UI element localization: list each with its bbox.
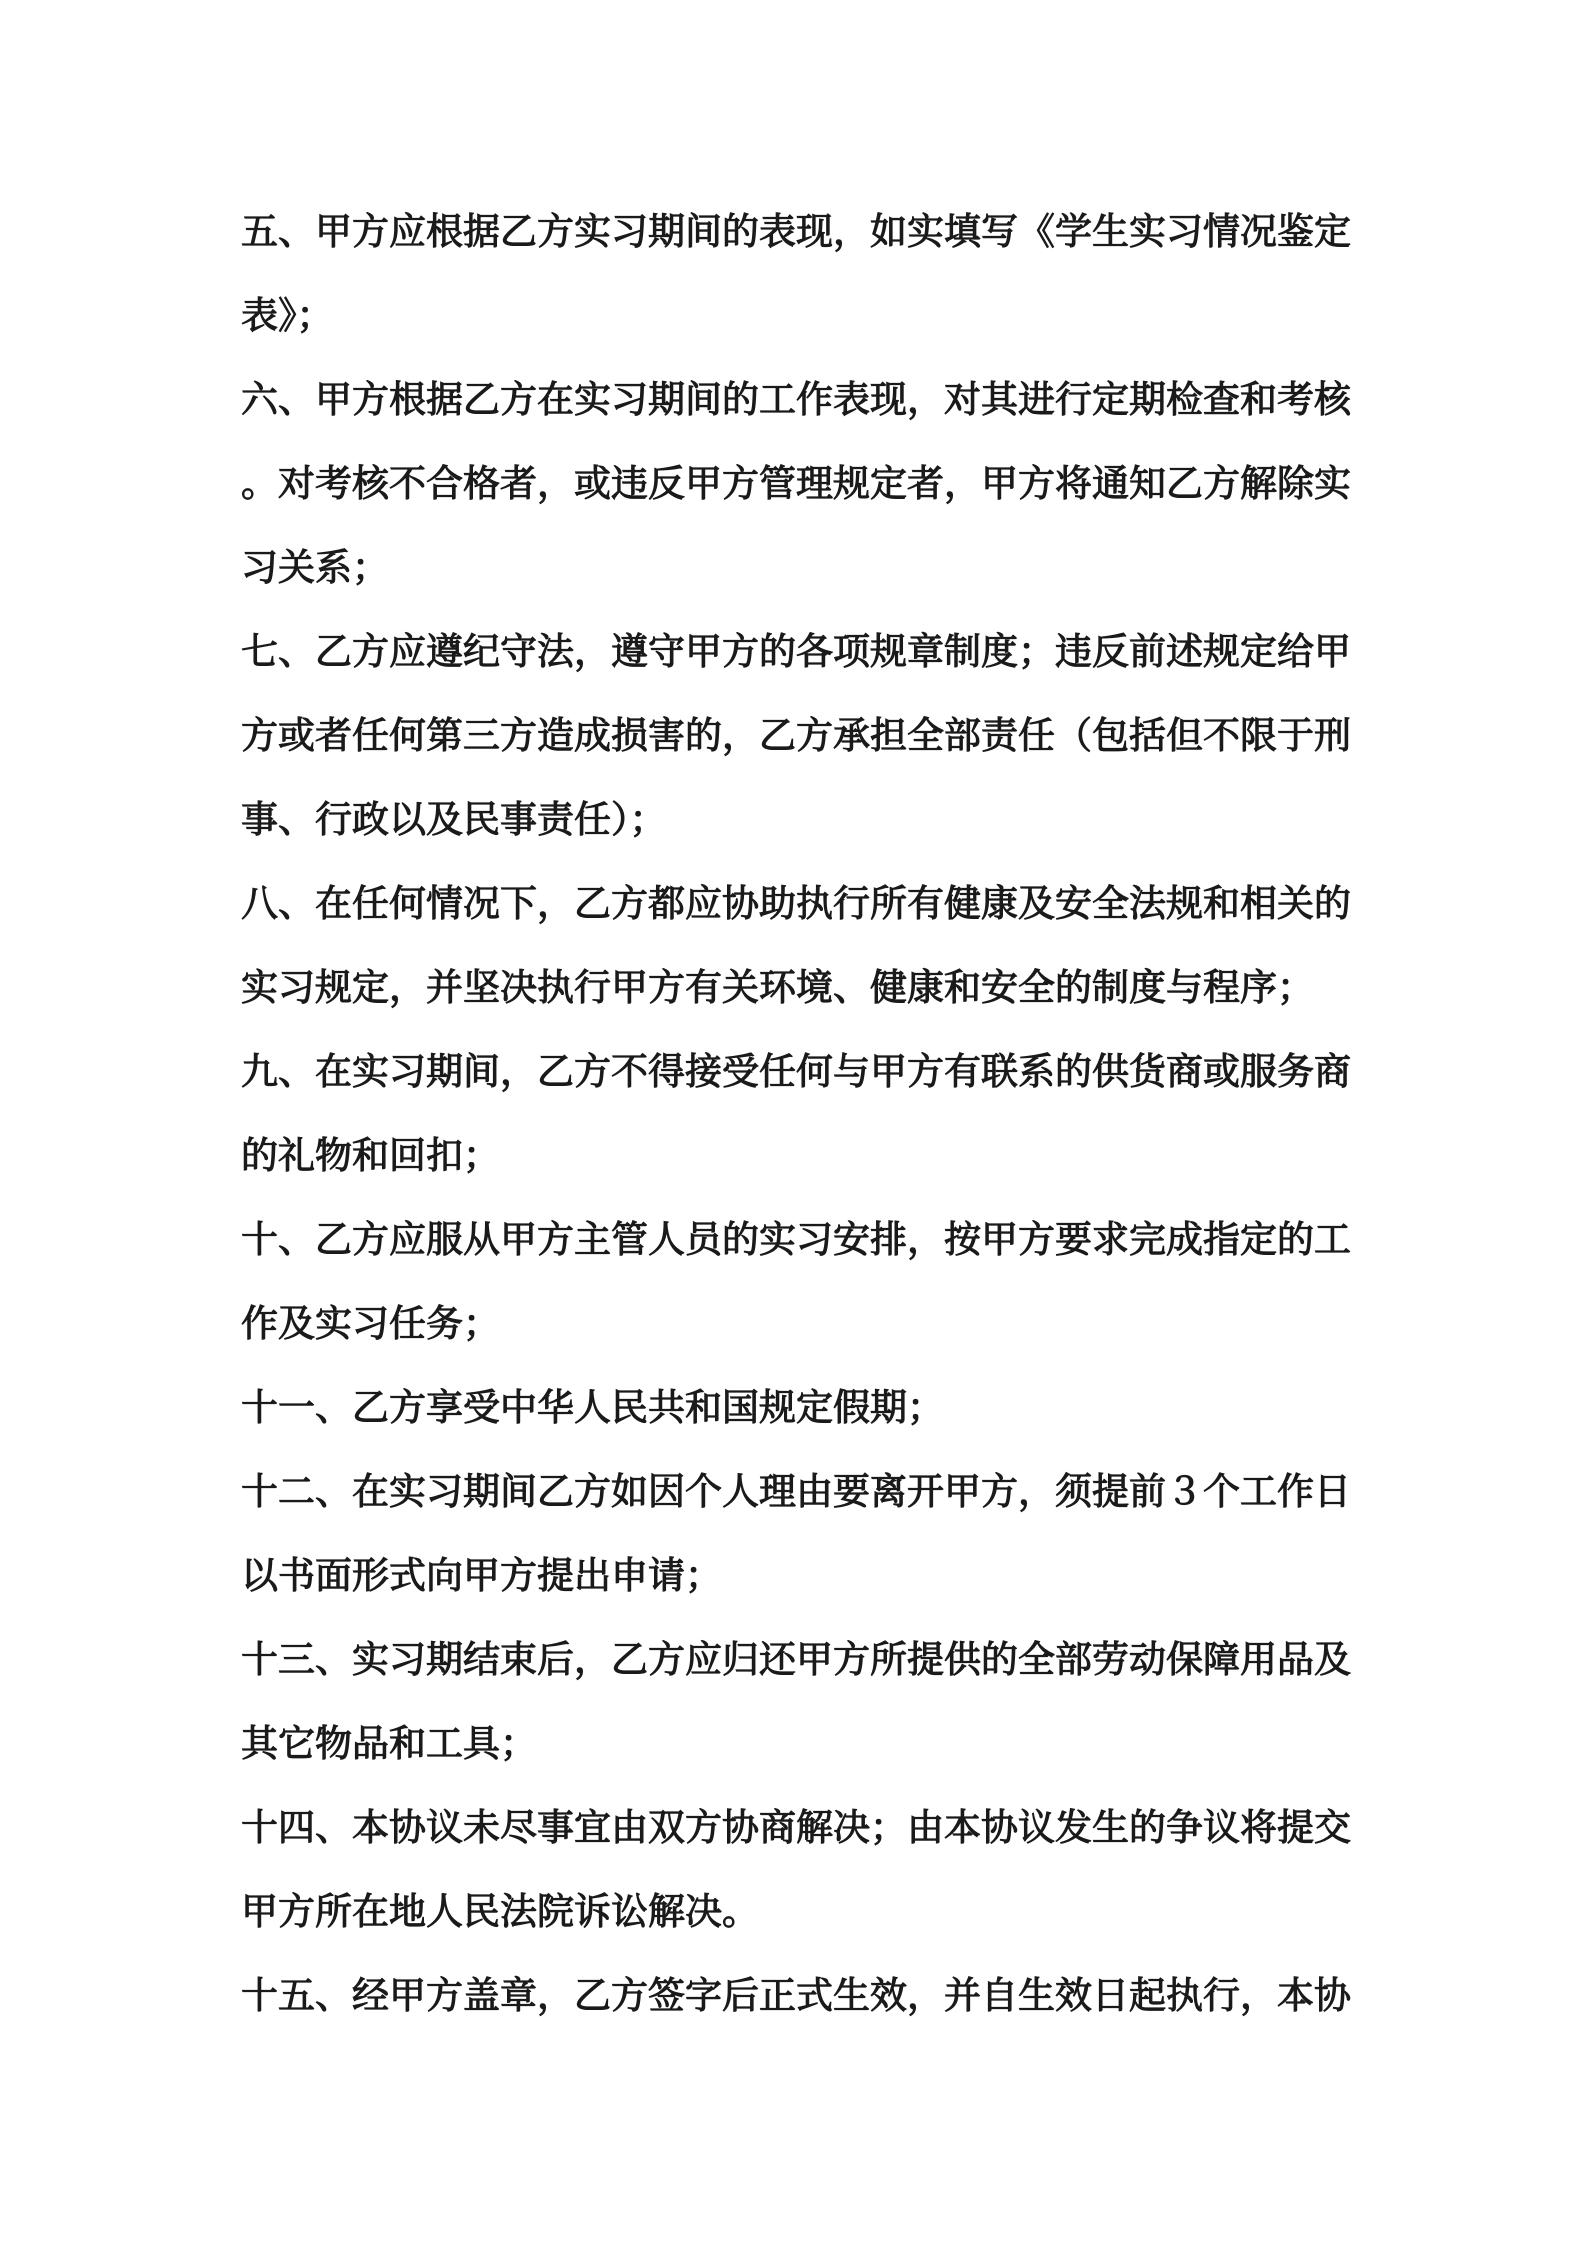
text-line: 习关系； [241,546,389,589]
text-line: 六、甲方根据乙方在实习期间的工作表现，对其进行定期检查和考核 [241,378,1351,421]
text-line: 作及实习任务； [241,1302,500,1345]
text-line: 九、在实习期间，乙方不得接受任何与甲方有联系的供货商或服务商 [241,1050,1351,1093]
text-line: 十二、在实习期间乙方如因个人理由要离开甲方，须提前３个工作日 [241,1470,1351,1513]
text-line: 。对考核不合格者，或违反甲方管理规定者，甲方将通知乙方解除实 [241,462,1351,505]
text-line: 八、在任何情况下，乙方都应协助执行所有健康及安全法规和相关的 [241,882,1351,925]
text-line: 五、甲方应根据乙方实习期间的表现，如实填写《学生实习情况鉴定 [241,210,1351,253]
text-line: 的礼物和回扣； [241,1134,500,1177]
text-line: 以书面形式向甲方提出申请； [241,1554,722,1597]
document-body [241,200,1361,2048]
text-line: 方或者任何第三方造成损害的，乙方承担全部责任（包括但不限于刑 [241,714,1351,757]
text-line: 事、行政以及民事责任）； [241,798,667,841]
text-line: 十一、乙方享受中华人民共和国规定假期； [241,1386,944,1429]
text-line: 十三、实习期结束后，乙方应归还甲方所提供的全部劳动保障用品及 [241,1638,1351,1681]
text-line: 其它物品和工具； [241,1722,537,1765]
text-line: 十五、经甲方盖章，乙方签字后正式生效，并自生效日起执行，本协 [241,1974,1351,2017]
text-line: 七、乙方应遵纪守法，遵守甲方的各项规章制度；违反前述规定给甲 [241,630,1351,673]
text-line: 甲方所在地人民法院诉讼解决。 [241,1890,759,1933]
text-line: 实习规定，并坚决执行甲方有关环境、健康和安全的制度与程序； [241,966,1314,1009]
text-line: 十四、本协议未尽事宜由双方协商解决；由本协议发生的争议将提交 [241,1806,1351,1849]
text-line: 表》； [241,294,334,337]
text-line: 十、乙方应服从甲方主管人员的实习安排，按甲方要求完成指定的工 [241,1218,1351,1261]
